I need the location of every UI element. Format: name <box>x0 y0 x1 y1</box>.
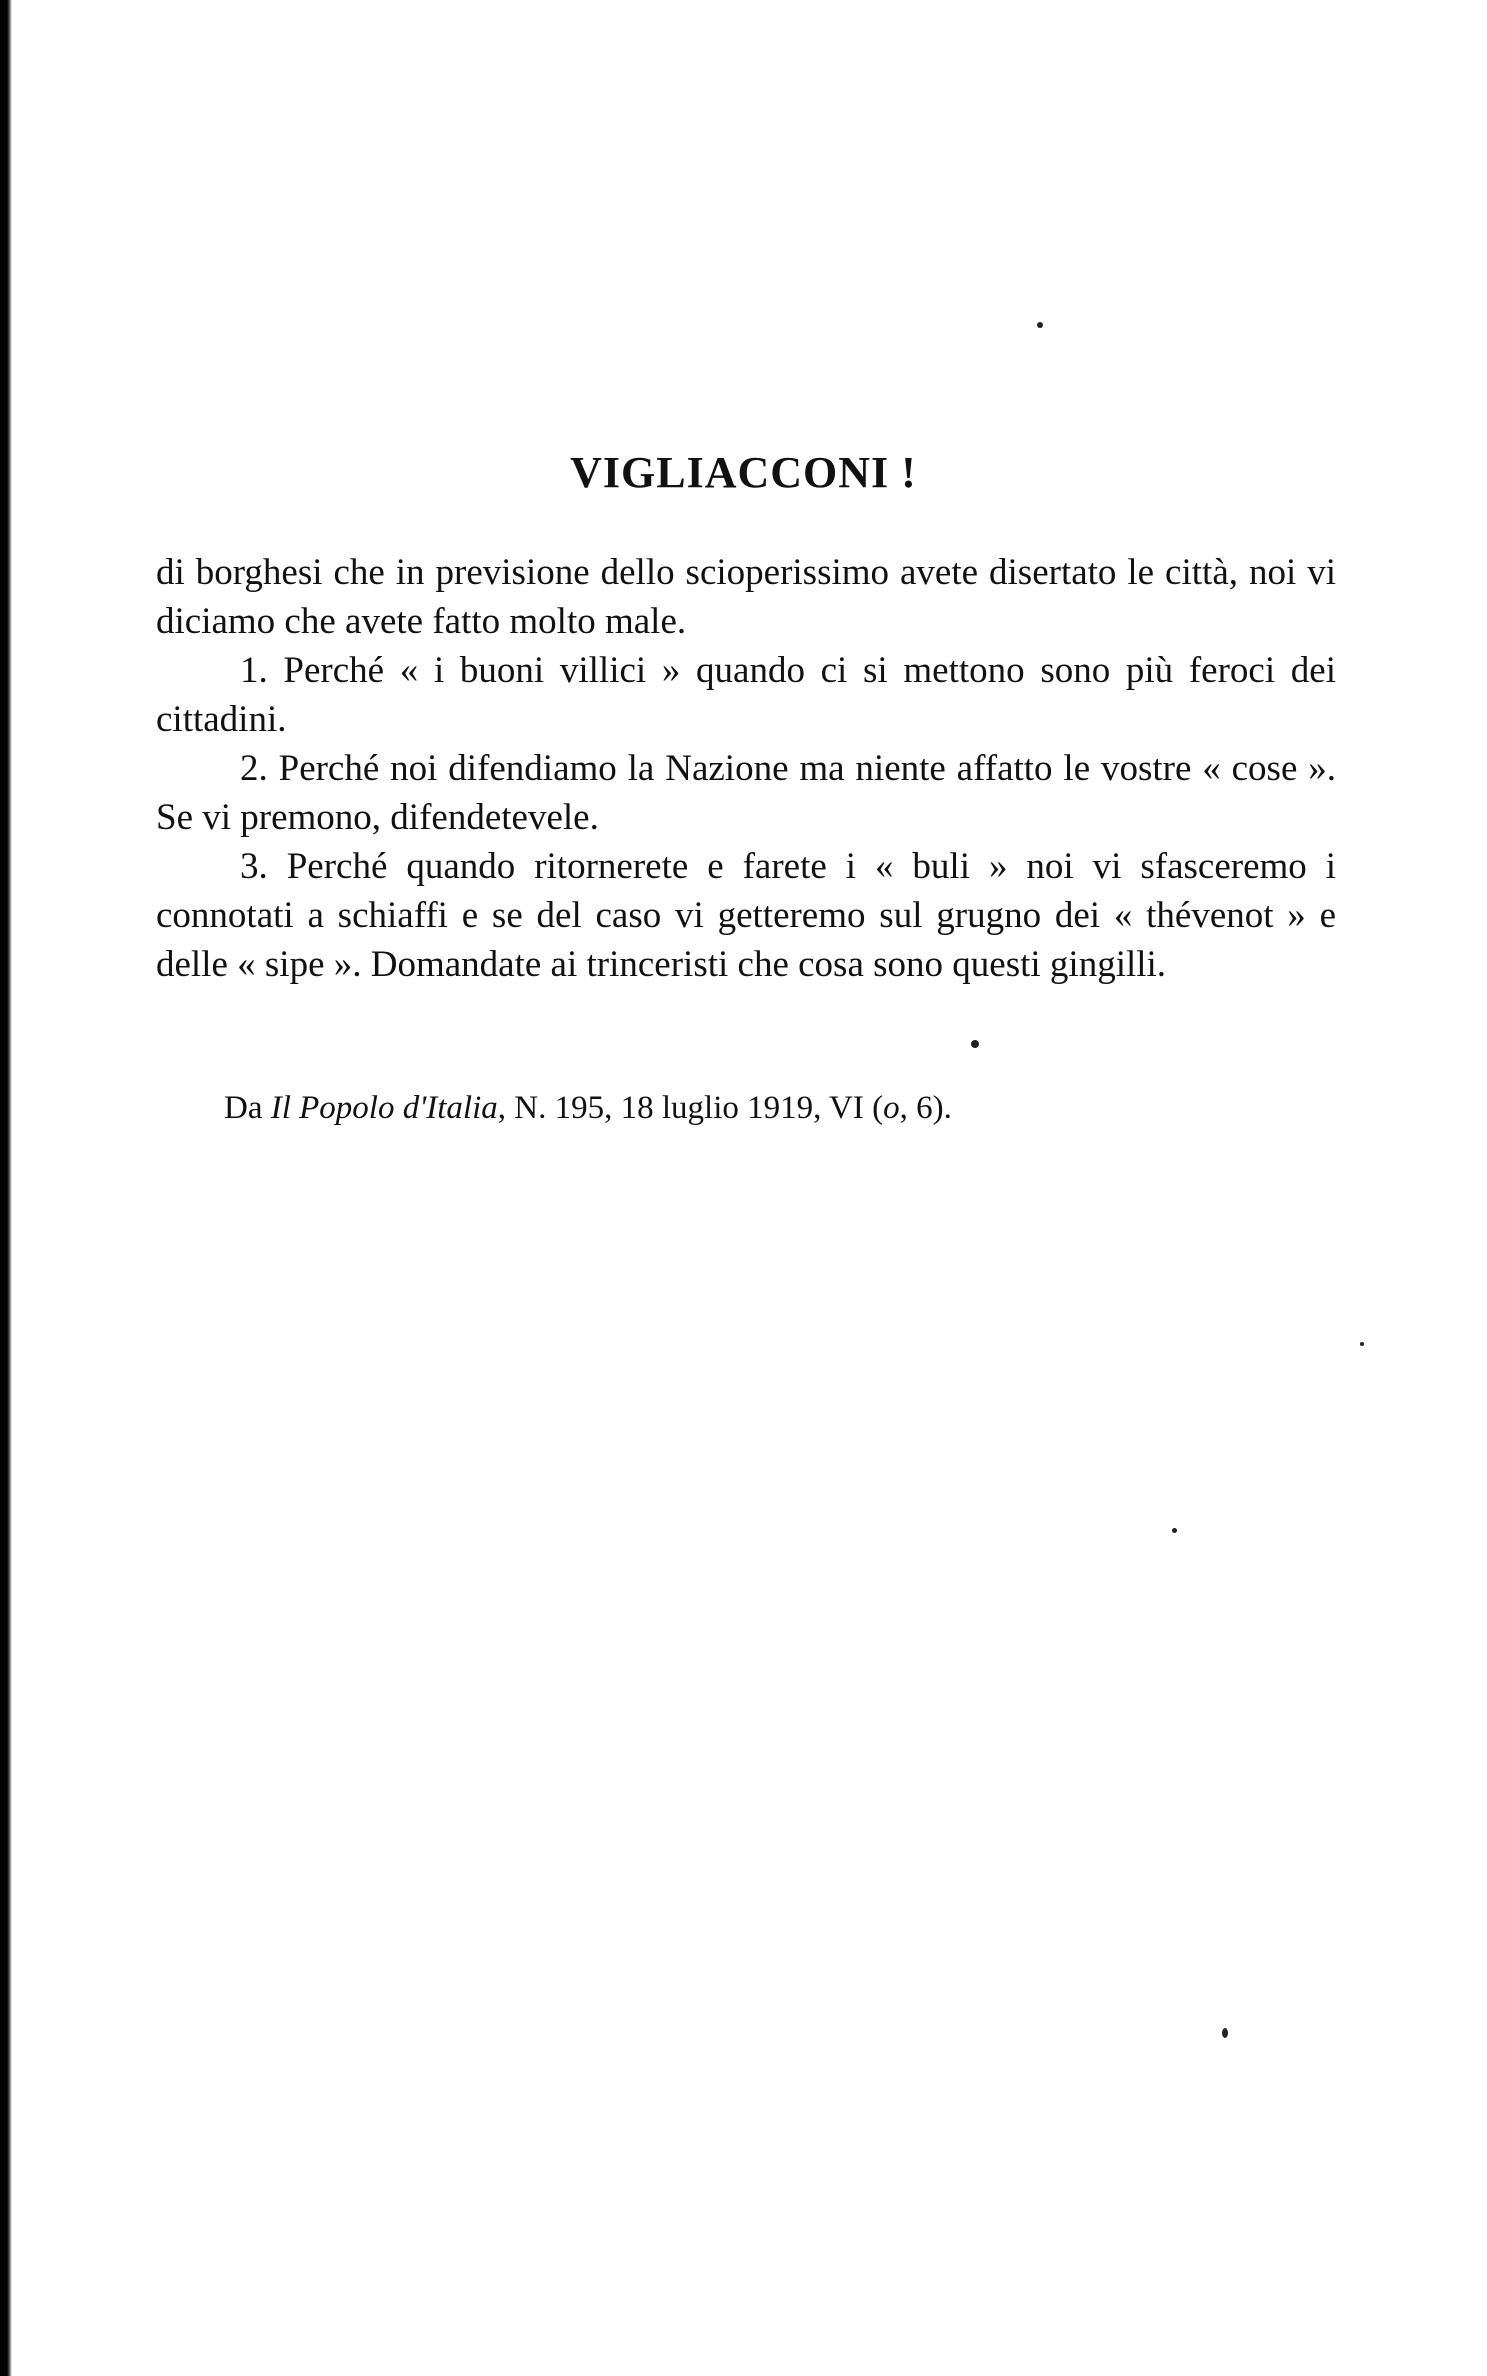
source-prefix: Da <box>224 1090 263 1126</box>
scan-speck <box>1172 1528 1177 1533</box>
source-citation <box>224 1090 952 1127</box>
paragraph-intro: di borghesi che in previsione dello scioperissimo avete disertato le città, noi vi diciamo che avete fatto molto male. <box>156 552 1336 642</box>
page-title: VIGLIACCONI ! <box>570 448 917 498</box>
scan-speck <box>971 1040 979 1048</box>
source-details: , N. 195, 18 luglio 1919, VI ( <box>497 1090 884 1126</box>
scan-speck <box>1360 1342 1364 1346</box>
article-body <box>156 548 1336 989</box>
book-binding-edge <box>0 0 12 2376</box>
source-publication: Il Popolo d'Italia <box>270 1090 498 1126</box>
source-page-ref: o <box>883 1090 900 1126</box>
scan-speck <box>1222 2028 1228 2038</box>
paragraph-point-2: 2. Perché noi difendiamo la Nazione ma niente affatto le vostre « cose ». Se vi premono, difendetevele. <box>156 748 1336 838</box>
paragraph-point-3: 3. Perché quando ritornerete e farete i « buli » noi vi sfasceremo i connotati a schiaffi e se del caso vi getteremo sul grugno dei « thévenot » e delle « sipe ». Domandate ai trinceristi che cosa sono questi gingilli. <box>156 846 1336 985</box>
scan-speck <box>1037 322 1043 328</box>
source-suffix: , 6). <box>899 1090 952 1126</box>
paragraph-point-1: 1. Perché « i buoni villici » quando ci si mettono sono più feroci dei cittadini. <box>156 650 1336 740</box>
